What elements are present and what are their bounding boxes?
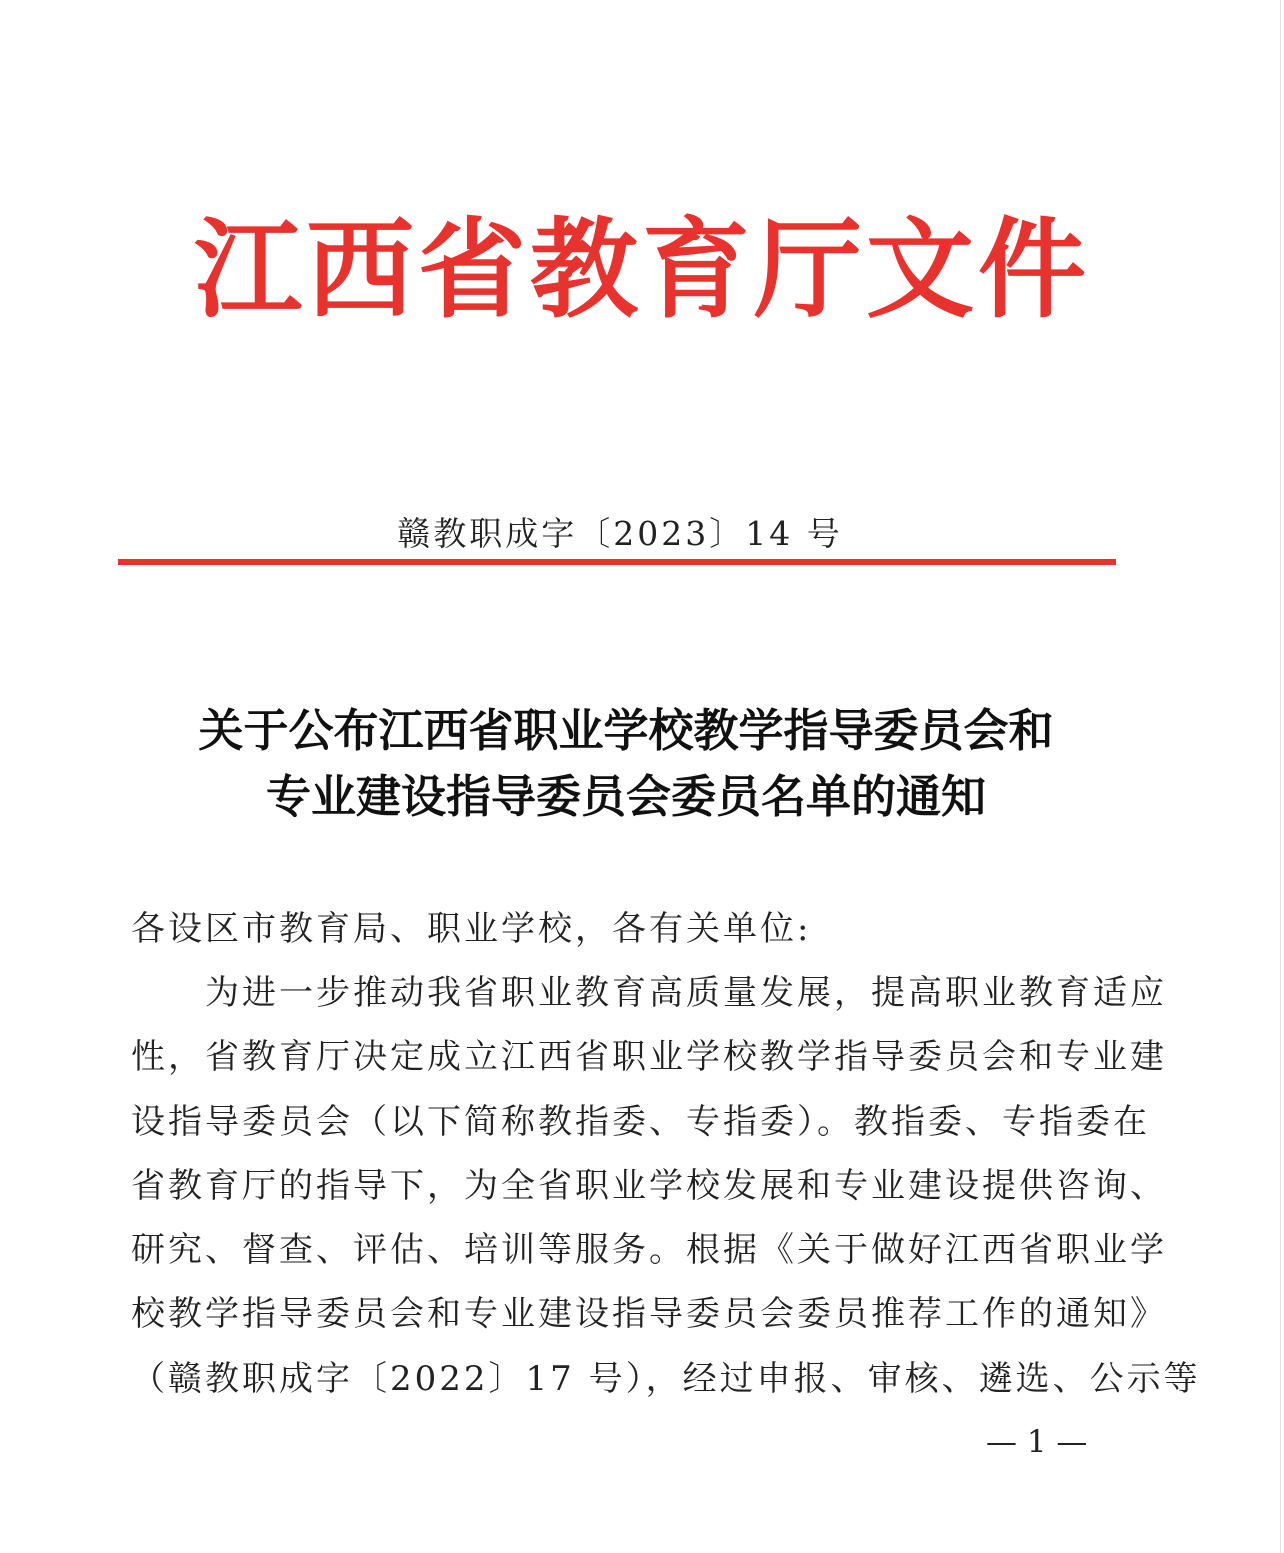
- body-line: （赣教职成字〔2022〕17 号），经过申报、审核、遴选、公示等: [131, 1358, 1201, 1399]
- body-line: 为进一步推动我省职业教育高质量发展，提高职业教育适应: [205, 973, 1167, 1013]
- red-separator-line: [118, 559, 1116, 565]
- salutation: 各设区市教育局、职业学校，各有关单位:: [131, 909, 812, 949]
- body-line: 省教育厅的指导下，为全省职业学校发展和专业建设提供咨询、: [131, 1165, 1167, 1206]
- body-line: 设指导委员会（以下简称教指委、专指委）。教指委、专指委在: [131, 1101, 1150, 1142]
- body-line: 研究、督查、评估、培训等服务。根据《关于做好江西省职业学: [131, 1230, 1167, 1271]
- document-number: 赣教职成字〔2023〕14 号: [397, 514, 843, 553]
- page-number: — 1 —: [986, 1424, 1088, 1460]
- document-masthead: 江西省教育厅文件: [193, 207, 1090, 333]
- body-line: 性，省教育厅决定成立江西省职业学校教学指导委员会和专业建: [131, 1037, 1167, 1078]
- title-line-1: 关于公布江西省职业学校教学指导委员会和: [198, 704, 1054, 757]
- document-title: [100, 698, 1152, 830]
- body-line: 校教学指导委员会和专业建设指导委员会委员推荐工作的通知》: [131, 1294, 1167, 1335]
- body-text: [131, 966, 1201, 1416]
- title-line-2: 专业建设指导委员会委员名单的通知: [265, 770, 986, 823]
